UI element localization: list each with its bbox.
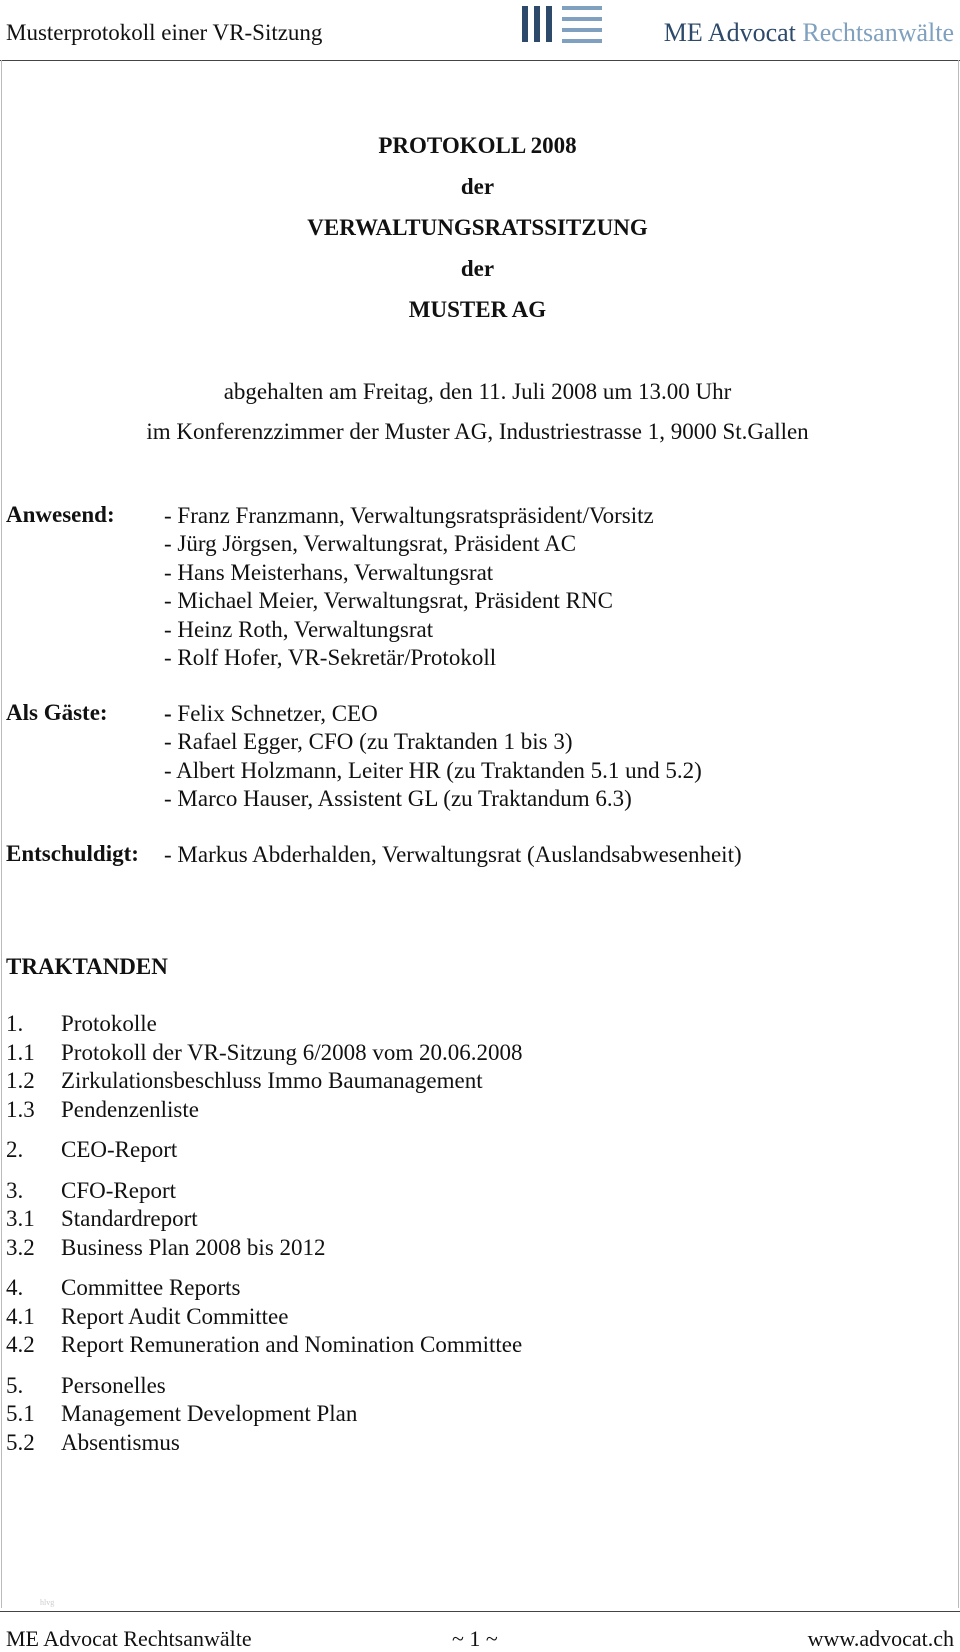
protocol-title (0, 132, 955, 337)
firm-name-secondary: Rechtsanwälte (802, 18, 954, 47)
footer-website: www.advocat.ch (807, 1626, 954, 1651)
agenda-item-number: 4.1 (6, 1303, 35, 1329)
list-dash: - (164, 701, 172, 726)
list-item: - Rolf Hofer, VR-Sekretär/Protokoll (164, 644, 497, 670)
title-line-5: MUSTER AG (408, 297, 547, 322)
agenda-item-text: Pendenzenliste (61, 1096, 199, 1122)
agenda-item-text: CEO-Report (61, 1137, 178, 1162)
guests-list (164, 700, 702, 814)
agenda-item-text: Protokolle (61, 1011, 157, 1036)
agenda-item-number: 1.3 (6, 1096, 35, 1122)
agenda-heading: TRAKTANDEN (6, 954, 168, 979)
meeting-date: abgehalten am Freitag, den 11. Juli 2008 um 13.00 Uhr (223, 379, 732, 404)
guests-label: Als Gäste: (6, 700, 108, 725)
list-item (164, 700, 702, 728)
title-line-3: VERWALTUNGSRATSSITZUNG (307, 215, 648, 240)
agenda-item-number: 4. (6, 1275, 24, 1300)
present-list (164, 502, 654, 672)
faint-watermark: hlvg (40, 1598, 55, 1607)
list-item: - Markus Abderhalden, Verwaltungsrat (Auslandsabwesenheit) (164, 842, 742, 867)
footer-divider (0, 1611, 960, 1612)
list-item: - Rafael Egger, CFO (zu Traktanden 1 bis 3) (164, 729, 573, 755)
list-item-text: Felix Schnetzer, CEO (171, 701, 378, 726)
title-line-1: PROTOKOLL 2008 (378, 133, 577, 158)
title-line-4: der (460, 256, 495, 281)
agenda-item-number: 2. (6, 1137, 24, 1162)
list-item: - Hans Meisterhans, Verwaltungsrat (164, 559, 494, 585)
list-item: - Albert Holzmann, Leiter HR (zu Traktanden 5.1 und 5.2) (164, 757, 702, 783)
agenda-item-text: Zirkulationsbeschluss Immo Baumanagement (61, 1068, 483, 1093)
agenda-item-number: 1.2 (6, 1068, 35, 1093)
list-item: - Michael Meier, Verwaltungsrat, Präsident RNC (164, 588, 613, 614)
agenda-item-number: 3. (6, 1177, 24, 1203)
agenda-item-text: CFO-Report (61, 1177, 176, 1203)
agenda-item-number: 1. (6, 1011, 24, 1036)
agenda-item-number: 5.1 (6, 1401, 35, 1426)
me-advocat-logo-icon (522, 4, 612, 44)
excused-label: Entschuldigt: (6, 841, 139, 866)
list-item: - Jürg Jörgsen, Verwaltungsrat, Präsident AC (164, 531, 577, 557)
agenda-item-number: 3.2 (6, 1234, 35, 1260)
firm-name (664, 18, 954, 48)
footer-firm: ME Advocat Rechtsanwälte (6, 1626, 252, 1651)
page-right-border (958, 60, 959, 1608)
agenda-item-text: Standardreport (61, 1206, 198, 1231)
firm-name-primary: ME Advocat (663, 18, 796, 47)
list-item: - Heinz Roth, Verwaltungsrat (164, 616, 434, 642)
agenda-item-text: Report Remuneration and Nomination Committee (61, 1332, 523, 1357)
agenda-item-number: 1.1 (6, 1039, 35, 1065)
agenda-item-number: 3.1 (6, 1206, 35, 1231)
meeting-location: im Konferenzzimmer der Muster AG, Industriestrasse 1, 9000 St.Gallen (146, 419, 809, 444)
agenda-item-text: Protokoll der VR-Sitzung 6/2008 vom 20.06.2008 (61, 1039, 523, 1065)
agenda-item-number: 5.2 (6, 1429, 35, 1455)
header-divider (0, 60, 960, 61)
agenda-item-text: Absentismus (61, 1429, 180, 1455)
agenda-item-text: Report Audit Committee (61, 1303, 289, 1329)
document-header-title: Musterprotokoll einer VR-Sitzung (6, 20, 323, 45)
list-item: - Marco Hauser, Assistent GL (zu Traktandum 6.3) (164, 786, 632, 812)
agenda-item-text: Management Development Plan (61, 1401, 358, 1426)
agenda-item-text: Committee Reports (61, 1275, 241, 1300)
meeting-meta (0, 378, 955, 458)
agenda-item-text: Business Plan 2008 bis 2012 (61, 1234, 326, 1260)
present-label: Anwesend: (6, 502, 115, 527)
excused-list (164, 841, 742, 869)
agenda-item-number: 5. (6, 1372, 24, 1398)
title-line-2: der (460, 174, 495, 199)
agenda-item-text: Personelles (61, 1372, 166, 1398)
agenda-item-number: 4.2 (6, 1332, 35, 1357)
list-item: - Franz Franzmann, Verwaltungsratspräsident/Vorsitz (164, 503, 654, 528)
page-number: ~ 1 ~ (452, 1626, 498, 1651)
